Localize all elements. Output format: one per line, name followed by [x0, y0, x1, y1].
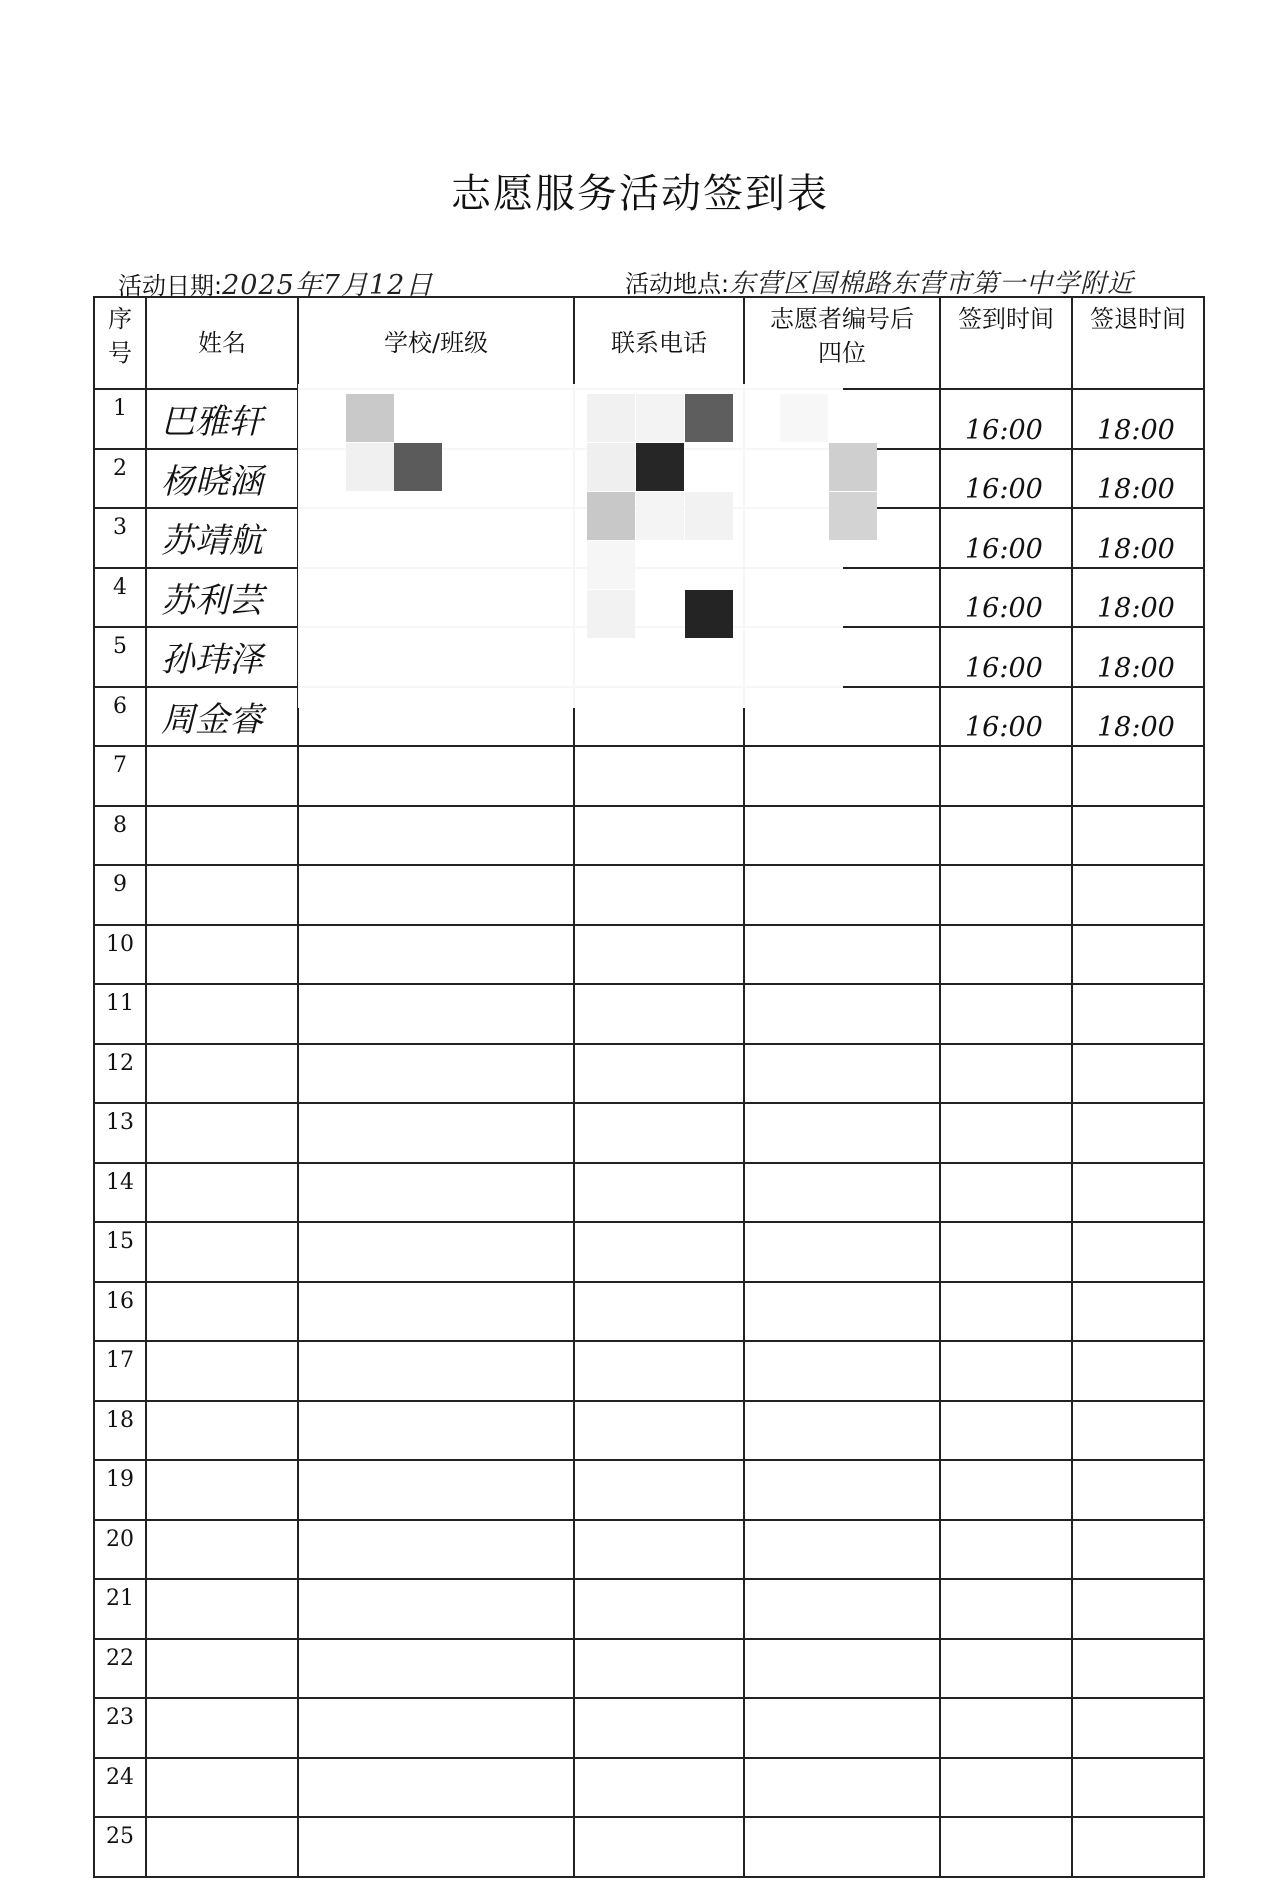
row-phone — [574, 1401, 744, 1461]
header-name: 姓名 — [146, 297, 298, 389]
row-name — [146, 1044, 298, 1104]
row-check-in — [940, 1698, 1072, 1758]
table-row — [94, 1341, 1204, 1401]
row-check-in — [940, 1758, 1072, 1818]
row-index: 16 — [94, 1282, 146, 1342]
row-check-out — [1072, 1044, 1204, 1104]
row-check-in — [940, 865, 1072, 925]
table-row — [94, 1163, 1204, 1223]
row-name — [146, 1817, 298, 1877]
row-index: 13 — [94, 1103, 146, 1163]
row-name: 巴雅轩 — [146, 389, 298, 449]
row-check-in — [940, 1044, 1072, 1104]
row-phone — [574, 865, 744, 925]
row-phone — [574, 1520, 744, 1580]
row-index: 15 — [94, 1222, 146, 1282]
row-check-in: 16:00 — [940, 687, 1072, 747]
table-row — [94, 1520, 1204, 1580]
row-index: 21 — [94, 1579, 146, 1639]
row-check-in: 16:00 — [940, 389, 1072, 449]
row-check-out — [1072, 1817, 1204, 1877]
row-school-class — [298, 1044, 574, 1104]
row-check-in — [940, 806, 1072, 866]
row-check-out — [1072, 1282, 1204, 1342]
row-index: 3 — [94, 508, 146, 568]
row-name — [146, 1103, 298, 1163]
table-row — [94, 1460, 1204, 1520]
row-phone — [574, 1758, 744, 1818]
row-phone — [574, 1460, 744, 1520]
activity-location — [625, 263, 1134, 300]
row-check-out — [1072, 1579, 1204, 1639]
row-name — [146, 1282, 298, 1342]
row-phone — [574, 1163, 744, 1223]
row-name — [146, 1698, 298, 1758]
activity-location-label: 活动地点: — [625, 270, 730, 298]
row-index: 22 — [94, 1639, 146, 1699]
row-check-out — [1072, 1698, 1204, 1758]
row-school-class — [298, 925, 574, 985]
row-school-class — [298, 1103, 574, 1163]
row-school-class — [298, 984, 574, 1044]
row-index: 12 — [94, 1044, 146, 1104]
row-phone — [574, 1282, 744, 1342]
row-check-in: 16:00 — [940, 627, 1072, 687]
row-index: 17 — [94, 1341, 146, 1401]
row-index: 11 — [94, 984, 146, 1044]
table-row — [94, 1639, 1204, 1699]
row-check-out: 18:00 — [1072, 389, 1204, 449]
row-check-in — [940, 984, 1072, 1044]
row-check-in — [940, 925, 1072, 985]
row-name — [146, 1401, 298, 1461]
table-row — [94, 865, 1204, 925]
row-check-in: 16:00 — [940, 449, 1072, 509]
table-row — [94, 1817, 1204, 1877]
row-check-out — [1072, 1460, 1204, 1520]
row-phone — [574, 1698, 744, 1758]
row-volunteer-id — [744, 1401, 940, 1461]
header-volunteer-id: 志愿者编号后四位 — [744, 297, 940, 389]
row-check-in — [940, 1817, 1072, 1877]
row-check-out — [1072, 925, 1204, 985]
row-name — [146, 865, 298, 925]
row-check-in — [940, 1639, 1072, 1699]
row-phone — [574, 746, 744, 806]
table-row — [94, 1103, 1204, 1163]
table-row — [94, 1222, 1204, 1282]
row-phone — [574, 1639, 744, 1699]
row-name — [146, 1460, 298, 1520]
row-volunteer-id — [744, 984, 940, 1044]
row-phone — [574, 984, 744, 1044]
row-index: 5 — [94, 627, 146, 687]
row-index: 2 — [94, 449, 146, 509]
row-check-out — [1072, 1222, 1204, 1282]
row-check-out — [1072, 1341, 1204, 1401]
table-row — [94, 1401, 1204, 1461]
row-check-out — [1072, 746, 1204, 806]
row-name — [146, 1222, 298, 1282]
row-name: 周金睿 — [146, 687, 298, 747]
row-check-out — [1072, 1103, 1204, 1163]
row-index: 25 — [94, 1817, 146, 1877]
row-check-out — [1072, 1401, 1204, 1461]
row-check-out: 18:00 — [1072, 627, 1204, 687]
row-volunteer-id — [744, 1341, 940, 1401]
row-school-class — [298, 865, 574, 925]
row-check-out — [1072, 1520, 1204, 1580]
activity-date-value: 2025年7月12日 — [222, 270, 434, 301]
row-index: 14 — [94, 1163, 146, 1223]
activity-location-value: 东营区国棉路东营市第一中学附近 — [729, 269, 1135, 299]
row-check-out — [1072, 1163, 1204, 1223]
header-check-in: 签到时间 — [940, 297, 1072, 389]
row-name: 杨晓涵 — [146, 449, 298, 509]
header-row — [94, 297, 1204, 389]
row-name: 苏利芸 — [146, 568, 298, 628]
row-phone — [574, 806, 744, 866]
row-name — [146, 1163, 298, 1223]
row-check-in — [940, 746, 1072, 806]
row-phone — [574, 1579, 744, 1639]
table-row — [94, 984, 1204, 1044]
table-row — [94, 1579, 1204, 1639]
row-phone — [574, 1103, 744, 1163]
row-index: 1 — [94, 389, 146, 449]
row-name: 苏靖航 — [146, 508, 298, 568]
row-school-class — [298, 1639, 574, 1699]
row-school-class — [298, 1460, 574, 1520]
row-index: 20 — [94, 1520, 146, 1580]
row-volunteer-id — [744, 1044, 940, 1104]
row-phone — [574, 1044, 744, 1104]
row-check-out: 18:00 — [1072, 508, 1204, 568]
table-row — [94, 925, 1204, 985]
row-volunteer-id — [744, 1520, 940, 1580]
row-volunteer-id — [744, 1639, 940, 1699]
row-index: 9 — [94, 865, 146, 925]
row-phone — [574, 1817, 744, 1877]
row-volunteer-id — [744, 1222, 940, 1282]
header-school-class: 学校/班级 — [298, 297, 574, 389]
row-volunteer-id — [744, 1103, 940, 1163]
row-check-out — [1072, 1639, 1204, 1699]
row-check-out — [1072, 806, 1204, 866]
row-check-in — [940, 1401, 1072, 1461]
row-name — [146, 1639, 298, 1699]
row-index: 8 — [94, 806, 146, 866]
row-check-in — [940, 1460, 1072, 1520]
row-volunteer-id — [744, 1163, 940, 1223]
row-check-in — [940, 1103, 1072, 1163]
row-volunteer-id — [744, 806, 940, 866]
row-name — [146, 1520, 298, 1580]
header-phone: 联系电话 — [574, 297, 744, 389]
activity-date-label: 活动日期: — [118, 272, 223, 300]
row-name — [146, 925, 298, 985]
row-school-class — [298, 1401, 574, 1461]
row-name — [146, 806, 298, 866]
row-school-class — [298, 1817, 574, 1877]
row-check-out — [1072, 1758, 1204, 1818]
row-index: 23 — [94, 1698, 146, 1758]
row-phone — [574, 925, 744, 985]
row-school-class — [298, 806, 574, 866]
row-name — [146, 984, 298, 1044]
row-school-class — [298, 746, 574, 806]
row-name — [146, 746, 298, 806]
row-check-in — [940, 1579, 1072, 1639]
row-volunteer-id — [744, 1758, 940, 1818]
row-volunteer-id — [744, 1817, 940, 1877]
row-volunteer-id — [744, 1698, 940, 1758]
table-row — [94, 1698, 1204, 1758]
row-check-out: 18:00 — [1072, 687, 1204, 747]
row-volunteer-id — [744, 925, 940, 985]
row-check-out — [1072, 984, 1204, 1044]
row-school-class — [298, 1579, 574, 1639]
row-check-in — [940, 1222, 1072, 1282]
header-check-out: 签退时间 — [1072, 297, 1204, 389]
row-check-in — [940, 1282, 1072, 1342]
row-name — [146, 1758, 298, 1818]
row-check-in — [940, 1163, 1072, 1223]
row-index: 24 — [94, 1758, 146, 1818]
row-phone — [574, 1341, 744, 1401]
header-index: 序号 — [94, 297, 146, 389]
table-row — [94, 1044, 1204, 1104]
table-row — [94, 746, 1204, 806]
row-name — [146, 1579, 298, 1639]
table-row — [94, 1758, 1204, 1818]
row-volunteer-id — [744, 746, 940, 806]
row-name: 孙玮泽 — [146, 627, 298, 687]
row-index: 7 — [94, 746, 146, 806]
table-row — [94, 1282, 1204, 1342]
row-check-in: 16:00 — [940, 568, 1072, 628]
row-school-class — [298, 1520, 574, 1580]
row-index: 4 — [94, 568, 146, 628]
row-check-in: 16:00 — [940, 508, 1072, 568]
row-check-out — [1072, 865, 1204, 925]
row-volunteer-id — [744, 1579, 940, 1639]
row-index: 18 — [94, 1401, 146, 1461]
row-check-out: 18:00 — [1072, 449, 1204, 509]
row-index: 10 — [94, 925, 146, 985]
signin-sheet — [93, 296, 1203, 1878]
row-index: 19 — [94, 1460, 146, 1520]
row-name — [146, 1341, 298, 1401]
row-volunteer-id — [744, 865, 940, 925]
row-index: 6 — [94, 687, 146, 747]
row-check-out: 18:00 — [1072, 568, 1204, 628]
row-school-class — [298, 1282, 574, 1342]
page-title: 志愿服务活动签到表 — [451, 171, 829, 217]
row-school-class — [298, 1341, 574, 1401]
row-check-in — [940, 1341, 1072, 1401]
row-school-class — [298, 1758, 574, 1818]
row-phone — [574, 1222, 744, 1282]
row-school-class — [298, 1222, 574, 1282]
table-row — [94, 806, 1204, 866]
row-school-class — [298, 1163, 574, 1223]
row-school-class — [298, 1698, 574, 1758]
row-volunteer-id — [744, 1460, 940, 1520]
row-volunteer-id — [744, 1282, 940, 1342]
row-check-in — [940, 1520, 1072, 1580]
